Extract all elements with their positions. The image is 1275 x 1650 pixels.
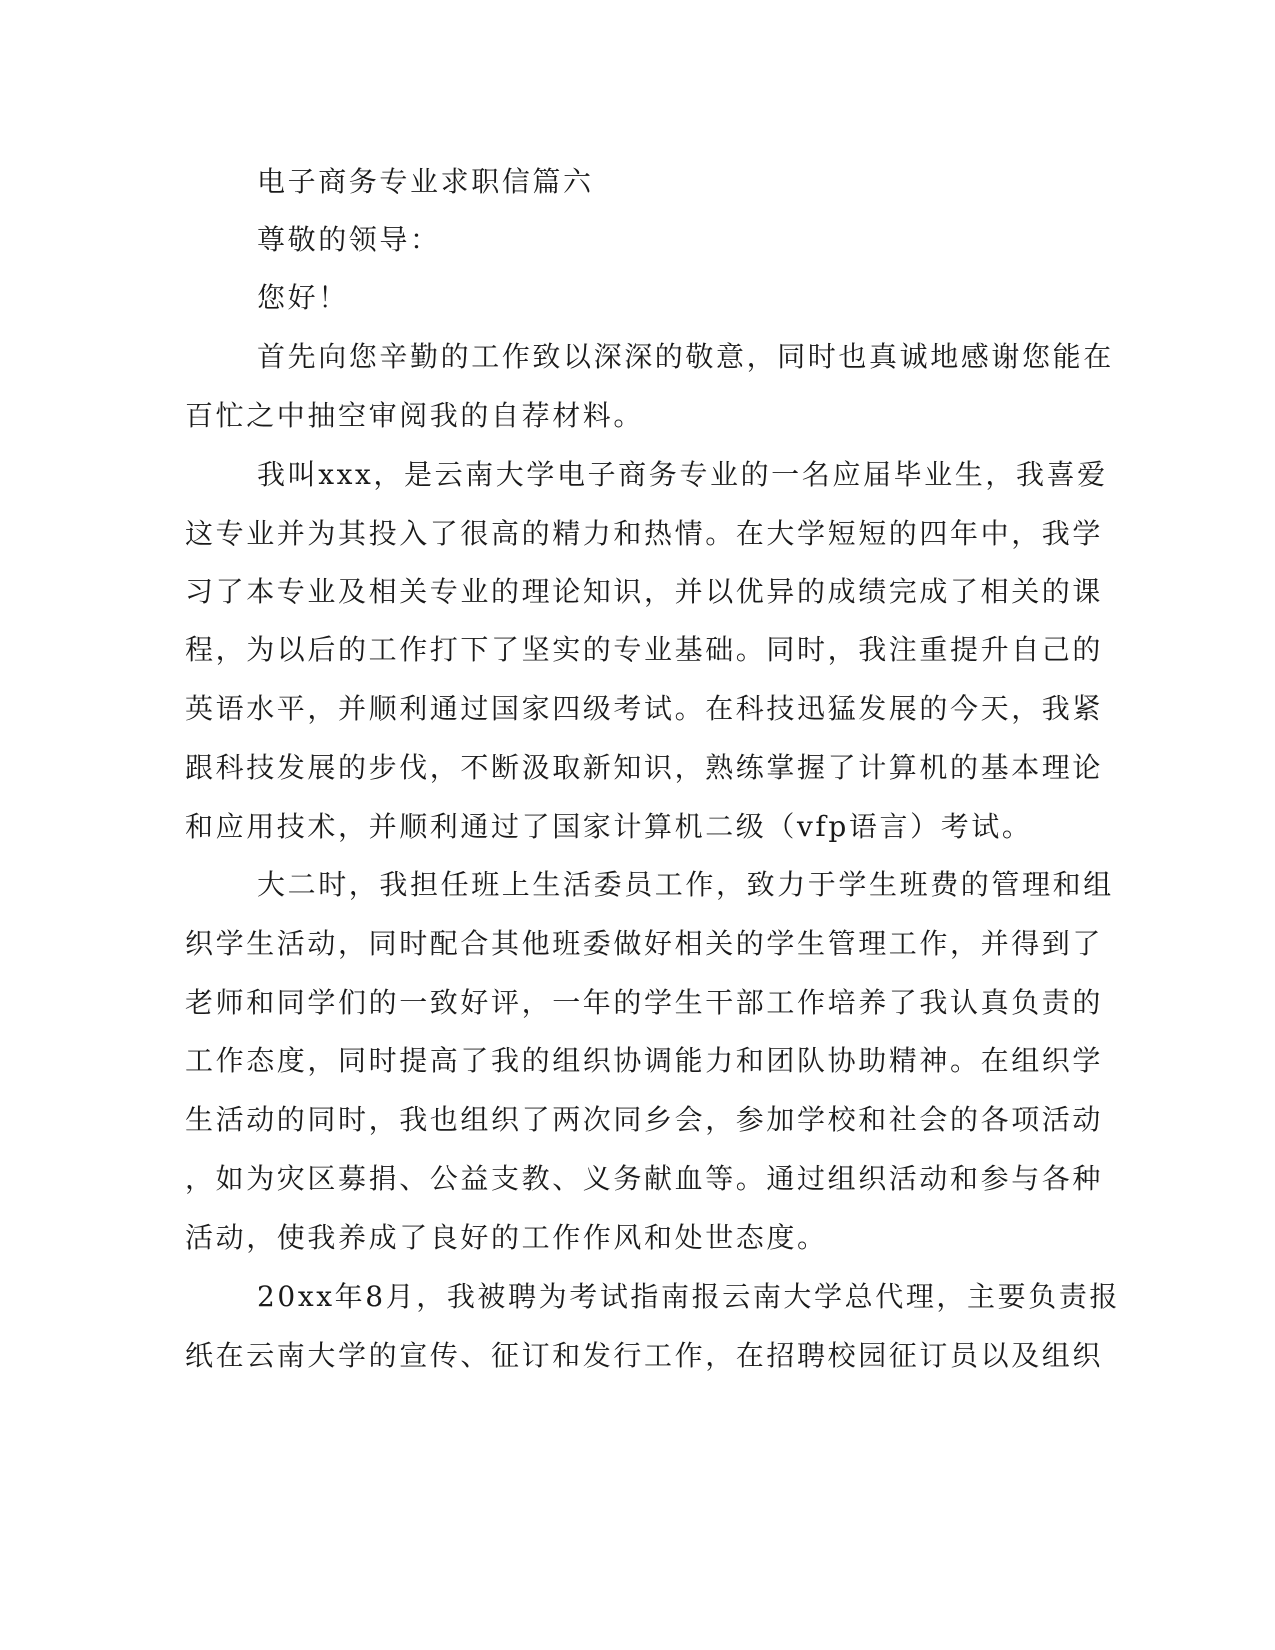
paragraph-line: 习了本专业及相关专业的理论知识，并以优异的成绩完成了相关的课 [185,575,1104,608]
paragraph-line: 纸在云南大学的宣传、征订和发行工作，在招聘校园征订员以及组织 [185,1339,1104,1372]
salutation: 尊敬的领导： [257,223,441,256]
paragraph-line: 工作态度，同时提高了我的组织协调能力和团队协助精神。在组织学 [185,1044,1104,1077]
paragraph-line: 这专业并为其投入了很高的精力和热情。在大学短短的四年中，我学 [185,517,1104,550]
paragraph-line: 生活动的同时，我也组织了两次同乡会，参加学校和社会的各项活动 [185,1103,1104,1136]
greeting: 您好！ [257,281,349,314]
paragraph-line: 和应用技术，并顺利通过了国家计算机二级（vfp语言）考试。 [185,810,1033,843]
paragraph-line: 织学生活动，同时配合其他班委做好相关的学生管理工作，并得到了 [185,927,1104,960]
paragraph-line: 大二时，我担任班上生活委员工作，致力于学生班费的管理和组 [257,868,1114,901]
paragraph-line: 我叫xxx，是云南大学电子商务专业的一名应届毕业生，我喜爱 [257,458,1108,491]
paragraph-line: 首先向您辛勤的工作致以深深的敬意，同时也真诚地感谢您能在 [257,340,1114,373]
paragraph-line: 20xx年8月，我被聘为考试指南报云南大学总代理，主要负责报 [257,1280,1121,1313]
paragraph-line: 活动，使我养成了良好的工作作风和处世态度。 [185,1221,828,1254]
paragraph-line: 英语水平，并顺利通过国家四级考试。在科技迅猛发展的今天，我紧 [185,692,1104,725]
paragraph-line: 老师和同学们的一致好评，一年的学生干部工作培养了我认真负责的 [185,986,1104,1019]
paragraph-line: 百忙之中抽空审阅我的自荐材料。 [185,399,645,432]
paragraph-line: 程，为以后的工作打下了坚实的专业基础。同时，我注重提升自己的 [185,633,1104,666]
paragraph-line: 跟科技发展的步伐，不断汲取新知识，熟练掌握了计算机的基本理论 [185,751,1104,784]
paragraph-line: ，如为灾区募捐、公益支教、义务献血等。通过组织活动和参与各种 [185,1162,1104,1195]
document-title: 电子商务专业求职信篇六 [257,165,594,198]
